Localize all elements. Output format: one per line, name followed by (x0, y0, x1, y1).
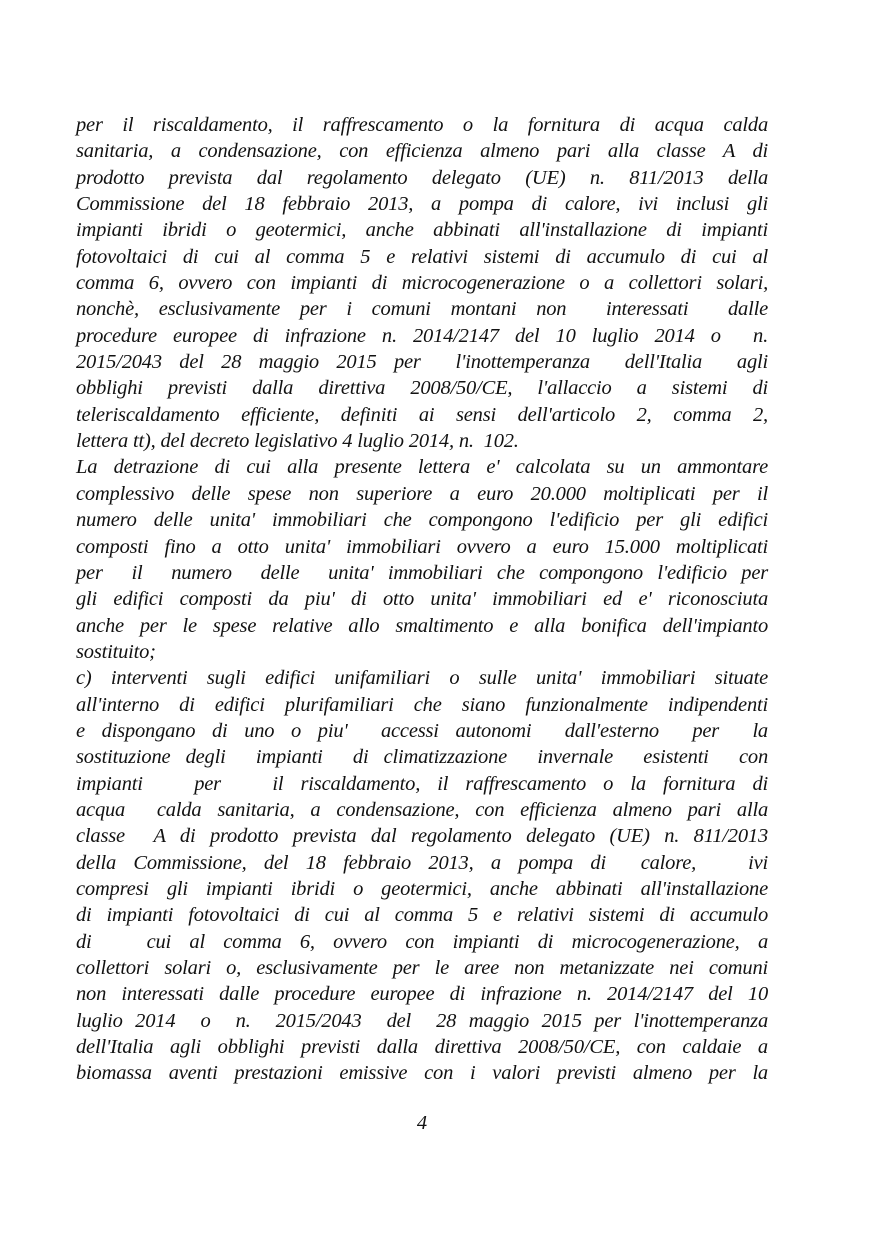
text-line: La detrazione di cui alla presente lettera e' calcolata su un ammontare (76, 456, 768, 479)
text-line: anche per le spese relative allo smaltimento e alla bonifica dell'impianto (76, 614, 768, 637)
text-line: e dispongano di uno o piu' accessi autonomi dall'esterno per la (76, 719, 768, 742)
text-line: dell'Italia agli obblighi previsti dalla direttiva 2008/50/CE, con caldaie a (76, 1036, 768, 1059)
text-line: complessivo delle spese non superiore a euro 20.000 moltiplicati per il (76, 482, 768, 505)
text-line: lettera tt), del decreto legislativo 4 luglio 2014, n. 102. (76, 430, 519, 453)
text-line: di impianti fotovoltaici di cui al comma 5 e relativi sistemi di accumulo (76, 904, 768, 927)
body-text (76, 112, 768, 1087)
text-line: sostituzione degli impianti di climatizzazione invernale esistenti con (76, 746, 768, 769)
text-line: impianti ibridi o geotermici, anche abbinati all'installazione di impianti (76, 219, 768, 242)
text-line: biomassa aventi prestazioni emissive con i valori previsti almeno per la (76, 1062, 768, 1085)
text-line: compresi gli impianti ibridi o geotermici, anche abbinati all'installazione (76, 877, 768, 900)
text-line: impianti per il riscaldamento, il raffrescamento o la fornitura di (76, 772, 768, 795)
text-line: acqua calda sanitaria, a condensazione, con efficienza almeno pari alla (76, 798, 768, 821)
text-line: sostituito; (76, 640, 156, 663)
text-line: comma 6, ovvero con impianti di microcogenerazione o a collettori solari, (76, 272, 768, 295)
text-line: 2015/2043 del 28 maggio 2015 per l'inottemperanza dell'Italia agli (76, 351, 768, 374)
text-line: gli edifici composti da piu' di otto unita' immobiliari ed e' riconosciuta (76, 588, 768, 611)
page-number: 4 (416, 1112, 428, 1134)
text-line: prodotto prevista dal regolamento delegato (UE) n. 811/2013 della (76, 166, 768, 189)
text-line: della Commissione, del 18 febbraio 2013, a pompa di calore, ivi (76, 851, 768, 874)
text-line: composti fino a otto unita' immobiliari ovvero a euro 15.000 moltiplicati (76, 535, 768, 558)
text-line: classe A di prodotto prevista dal regolamento delegato (UE) n. 811/2013 (76, 825, 768, 848)
text-line: teleriscaldamento efficiente, definiti ai sensi dell'articolo 2, comma 2, (76, 403, 768, 426)
text-line: obblighi previsti dalla direttiva 2008/50/CE, l'allaccio a sistemi di (76, 377, 768, 400)
text-line: fotovoltaici di cui al comma 5 e relativi sistemi di accumulo di cui al (76, 245, 768, 268)
text-line: sanitaria, a condensazione, con efficienza almeno pari alla classe A di (76, 140, 768, 163)
text-line: Commissione del 18 febbraio 2013, a pompa di calore, ivi inclusi gli (76, 193, 768, 216)
text-line: numero delle unita' immobiliari che compongono l'edificio per gli edifici (76, 509, 768, 532)
text-line: per il riscaldamento, il raffrescamento o la fornitura di acqua calda (76, 114, 768, 136)
text-line: per il numero delle unita' immobiliari che compongono l'edificio per (76, 561, 768, 584)
text-line: luglio 2014 o n. 2015/2043 del 28 maggio 2015 per l'inottemperanza (76, 1009, 768, 1032)
text-line: procedure europee di infrazione n. 2014/2147 del 10 luglio 2014 o n. (76, 324, 768, 347)
text-line: nonchè, esclusivamente per i comuni montani non interessati dalle (76, 298, 768, 321)
text-line: non interessati dalle procedure europee di infrazione n. 2014/2147 del 10 (76, 983, 768, 1006)
text-line: collettori solari o, esclusivamente per le aree non metanizzate nei comuni (76, 957, 768, 979)
text-line: di cui al comma 6, ovvero con impianti di microcogenerazione, a (76, 930, 768, 953)
text-line: c) interventi sugli edifici unifamiliari o sulle unita' immobiliari situate (76, 667, 768, 690)
text-line: all'interno di edifici plurifamiliari che siano funzionalmente indipendenti (76, 693, 768, 716)
